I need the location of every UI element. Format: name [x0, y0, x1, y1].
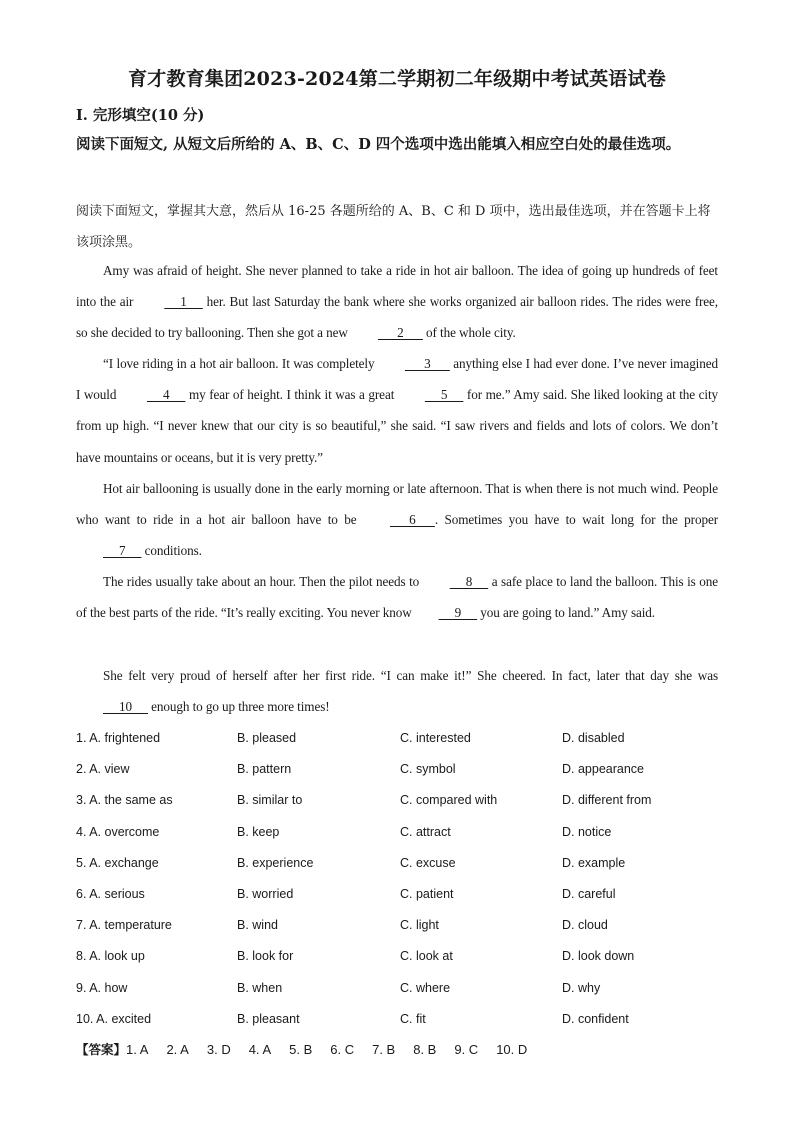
- passage-text: enough to go up three more times!: [147, 699, 330, 715]
- option-a: 6. A. serious: [76, 886, 145, 901]
- blank-10: 10: [103, 699, 148, 715]
- option-a: 3. A. the same as: [76, 793, 173, 808]
- section-instruction: 阅读下面短文, 从短文后所给的 A、B、C、D 四个选项中选出能填入相应空白处的最佳选项。: [76, 136, 681, 153]
- option-b: B. similar to: [237, 793, 303, 808]
- option-d: D. disabled: [562, 731, 625, 745]
- option-d: D. notice: [562, 824, 612, 839]
- answer-label: 【答案】: [76, 1042, 127, 1057]
- option-d: D. example: [562, 855, 626, 870]
- option-a: 4. A. overcome: [76, 824, 160, 839]
- option-c: C. patient: [400, 886, 454, 901]
- option-c: C. excuse: [400, 855, 456, 870]
- option-row-3: [76, 785, 726, 816]
- passage-text: of the whole city.: [422, 325, 516, 341]
- passage-paragraph-4: [76, 566, 718, 628]
- option-b: B. pleasant: [237, 1011, 300, 1026]
- passage-text: my fear of height. I think it was a great: [185, 387, 398, 403]
- option-row-4: [76, 817, 726, 848]
- option-c: C. attract: [400, 824, 451, 839]
- answer-item: 2. A: [166, 1042, 189, 1057]
- option-a: 9. A. how: [76, 980, 128, 995]
- option-d: D. look down: [562, 949, 635, 964]
- section-instruction-detail: 阅读下面短文，掌握其大意，然后从 16-25 各题所给的 A、B、C 和 D 项中，选出最佳选项，并在答题卡上将该项涂黑。: [76, 204, 711, 250]
- answer-item: 7. B: [372, 1042, 396, 1057]
- answer-item: 1. A: [126, 1042, 149, 1057]
- section-heading: I. 完形填空(10 分): [76, 107, 205, 124]
- option-row-8: [76, 941, 726, 972]
- blank-1: 1: [164, 294, 203, 310]
- blank-8: 8: [449, 574, 489, 589]
- passage-text: her. But last Saturday the bank where she works organized air balloon rides. The rides were free, so she decided to try ballooning. Then she got a new: [76, 294, 718, 341]
- answer-item: 10. D: [496, 1042, 528, 1057]
- blank-2: 2: [378, 325, 423, 341]
- answer-item: 3. D: [206, 1042, 231, 1057]
- option-d: D. appearance: [562, 762, 645, 777]
- option-row-1: [76, 723, 726, 754]
- option-c: C. interested: [400, 731, 471, 745]
- answer-item: 9. C: [454, 1042, 479, 1057]
- blank-6: 6: [389, 512, 435, 528]
- passage-text: a safe place to land the balloon. This is one of the best parts of the ride. “It’s really exciting. You never know: [76, 574, 718, 621]
- option-a: 10. A. excited: [76, 1011, 152, 1026]
- answer-item: 6. C: [330, 1042, 355, 1057]
- exam-title: 育才教育集团2023-2024第二学期初二年级期中考试英语试卷: [128, 68, 666, 90]
- option-c: C. light: [400, 918, 439, 933]
- option-a: 1. A. frightened: [76, 731, 161, 745]
- option-a: 8. A. look up: [76, 949, 145, 964]
- passage-text: She felt very proud of herself after her first ride. “I can make it!” She cheered. In fact, later that day she was: [103, 668, 718, 683]
- option-b: B. look for: [237, 949, 294, 964]
- option-d: D. confident: [562, 1011, 629, 1026]
- passage-text: “I love riding in a hot air balloon. It was completely: [103, 356, 378, 371]
- option-a: 5. A. exchange: [76, 855, 159, 870]
- option-b: B. worried: [237, 886, 294, 901]
- passage-paragraph-3: [76, 473, 718, 567]
- answer-item: 5. B: [289, 1042, 313, 1057]
- option-row-9: [76, 973, 726, 1004]
- answer-item: 4. A: [248, 1042, 272, 1057]
- option-c: C. compared with: [400, 793, 498, 808]
- blank-9: 9: [438, 605, 478, 621]
- option-a: 2. A. view: [76, 762, 130, 777]
- answer-item: 8. B: [413, 1042, 437, 1057]
- option-c: C. look at: [400, 949, 453, 964]
- option-a: 7. A. temperature: [76, 918, 172, 933]
- answer-key: [76, 1040, 545, 1058]
- option-row-5: [76, 848, 726, 879]
- option-row-2: [76, 754, 726, 785]
- passage-text: Hot air ballooning is usually done in the early morning or late afternoon. That is when there is not much wind. People who want to ride in a hot air balloon have to be: [76, 481, 718, 528]
- blank-3: 3: [404, 356, 450, 371]
- passage-paragraph-2: [76, 348, 718, 473]
- passage-paragraph-5: [76, 660, 718, 722]
- option-b: B. when: [237, 980, 283, 995]
- blank-4: 4: [146, 387, 186, 403]
- option-c: C. fit: [400, 1011, 426, 1026]
- passage-text: The rides usually take about an hour. Then the pilot needs to: [103, 574, 423, 589]
- option-d: D. different from: [562, 793, 652, 808]
- option-d: D. cloud: [562, 918, 608, 933]
- passage-text: you are going to land.” Amy said.: [477, 605, 655, 621]
- option-row-7: [76, 910, 726, 941]
- passage-text: . Sometimes you have to wait long for the proper: [434, 512, 718, 528]
- passage-paragraph-1: [76, 255, 718, 349]
- option-row-10: [76, 1004, 726, 1035]
- passage-text: for me.” Amy said. She liked looking at the city from up high. “I never knew that our city is so beautiful,” she said. “I saw rivers and fields and lots of colors. We don’t have mountains or oceans, but it is very pretty.”: [76, 387, 719, 465]
- option-b: B. experience: [237, 855, 314, 870]
- option-d: D. why: [562, 980, 601, 995]
- option-b: B. keep: [237, 824, 280, 839]
- option-c: C. where: [400, 980, 451, 995]
- blank-7: 7: [103, 543, 142, 559]
- passage-text: Amy was afraid of height. She never planned to take a ride in hot air balloon. The idea of going up hundreds of feet into the air: [76, 263, 718, 310]
- blank-5: 5: [424, 387, 464, 403]
- passage-text: anything else I had ever done. I’ve never imagined I would: [76, 356, 718, 403]
- options-list: [76, 723, 726, 1035]
- option-b: B. wind: [237, 918, 278, 933]
- passage-text: conditions.: [141, 543, 202, 559]
- option-d: D. careful: [562, 886, 616, 901]
- option-row-6: [76, 879, 726, 910]
- option-b: B. pleased: [237, 731, 297, 745]
- option-c: C. symbol: [400, 762, 456, 777]
- option-b: B. pattern: [237, 762, 292, 777]
